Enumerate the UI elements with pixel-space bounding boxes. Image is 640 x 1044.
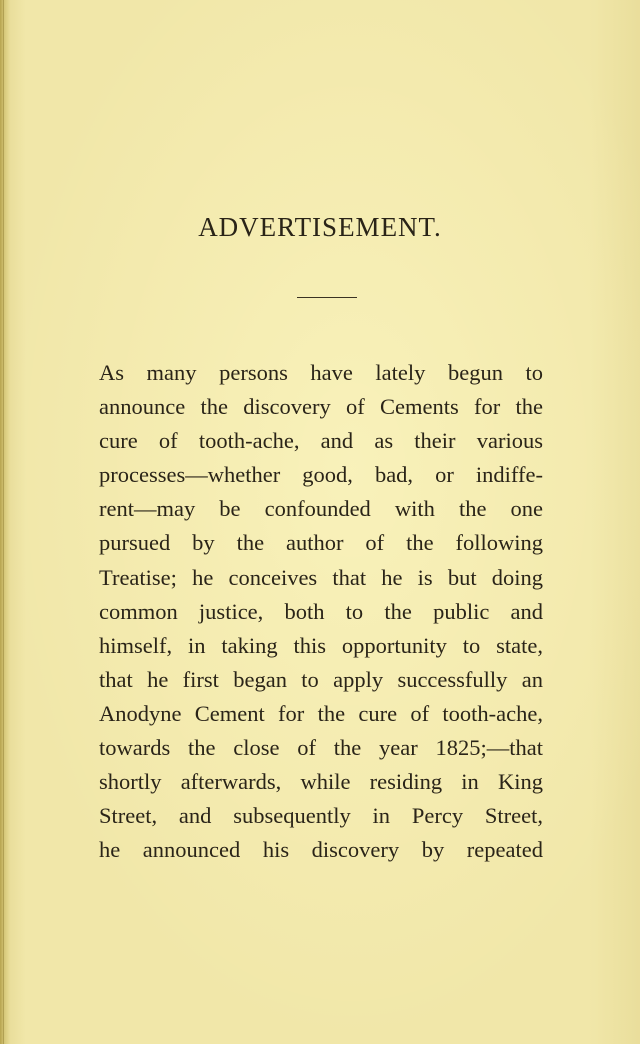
text-line: As many persons have lately begun to [99, 360, 543, 385]
text-line: Street, and subsequently in Percy Street, [99, 803, 543, 829]
text-line: announce the discovery of Cements for the [99, 394, 543, 420]
text-line: he announced his discovery by repeated [99, 837, 543, 863]
text-line: that he first began to apply successfully an [99, 666, 543, 692]
text-line: Treatise; he conceives that he is but doing [99, 564, 543, 590]
text-line: rent—may be confounded with the one [99, 496, 543, 522]
text-line: towards the close of the year 1825;—that [99, 735, 543, 761]
page-binding-edge [0, 0, 10, 1044]
text-line: cure of tooth-ache, and as their various [99, 428, 543, 454]
page-heading: ADVERTISEMENT. [198, 212, 442, 242]
text-line: processes—whether good, bad, or indiffe- [99, 462, 543, 488]
text-line: pursued by the author of the following [99, 530, 543, 556]
text-line: himself, in taking this opportunity to state, [99, 632, 543, 658]
heading-divider [297, 297, 357, 298]
body-paragraph [99, 356, 543, 867]
text-line: Anodyne Cement for the cure of tooth-ache, [99, 700, 543, 726]
text-line: common justice, both to the public and [99, 598, 543, 624]
text-line: shortly afterwards, while residing in King [99, 769, 543, 795]
